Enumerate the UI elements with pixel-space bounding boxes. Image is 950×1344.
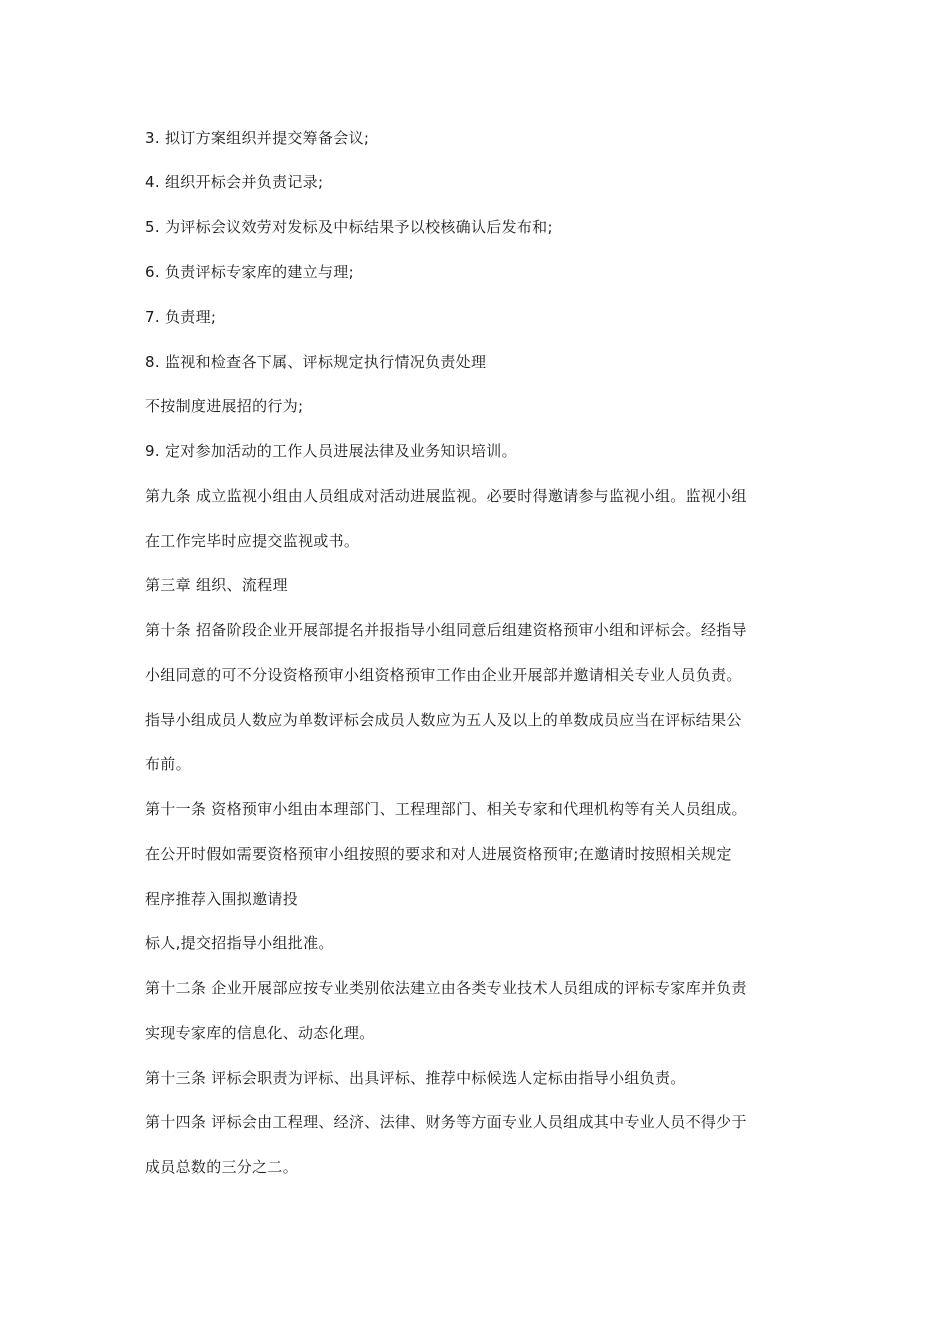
- text-line: 在公开时假如需要资格预审小组按照的要求和对人进展资格预审;在邀请时按照相关规定: [145, 845, 732, 863]
- text-line: 程序推荐入围拟邀请投: [145, 890, 299, 908]
- text-line: 第十一条 资格预审小组由本理部门、工程理部门、相关专家和代理机构等有关人员组成。: [145, 800, 747, 818]
- text-line: 第三章 组织、流程理: [145, 576, 288, 594]
- text-line: 3. 拟订方案组织并提交筹备会议;: [145, 129, 370, 147]
- text-line: 标人,提交招指导小组批准。: [145, 934, 334, 952]
- text-line: 实现专家库的信息化、动态化理。: [145, 1024, 375, 1042]
- text-line: 第十条 招备阶段企业开展部提名并报指导小组同意后组建资格预审小组和评标会。经指导: [145, 621, 747, 639]
- text-line: 小组同意的可不分设资格预审小组资格预审工作由企业开展部并邀请相关专业人员负责。: [145, 666, 742, 684]
- text-line: 4. 组织开标会并负责记录;: [145, 173, 324, 191]
- text-line: 第十四条 评标会由工程理、经济、法律、财务等方面专业人员组成其中专业人员不得少于: [145, 1113, 747, 1131]
- text-line: 6. 负责评标专家库的建立与理;: [145, 263, 354, 281]
- text-line: 第九条 成立监视小组由人员组成对活动进展监视。必要时得邀请参与监视小组。监视小组: [145, 487, 747, 505]
- text-line: 9. 定对参加活动的工作人员进展法律及业务知识培训。: [145, 442, 517, 460]
- text-line: 第十三条 评标会职责为评标、出具评标、推荐中标候选人定标由指导小组负责。: [145, 1069, 686, 1087]
- text-line: 第十二条 企业开展部应按专业类别依法建立由各类专业技术人员组成的评标专家库并负责: [145, 979, 747, 997]
- text-line: 成员总数的三分之二。: [145, 1158, 299, 1176]
- text-line: 在工作完毕时应提交监视或书。: [145, 532, 360, 550]
- text-line: 8. 监视和检查各下属、评标规定执行情况负责处理: [145, 353, 487, 371]
- text-line: 7. 负责理;: [145, 308, 217, 326]
- text-line: 指导小组成员人数应为单数评标会成员人数应为五人及以上的单数成员应当在评标结果公: [145, 711, 742, 729]
- text-line: 布前。: [145, 755, 191, 773]
- text-line: 不按制度进展招的行为;: [145, 397, 304, 415]
- text-line: 5. 为评标会议效劳对发标及中标结果予以校核确认后发布和;: [145, 218, 553, 236]
